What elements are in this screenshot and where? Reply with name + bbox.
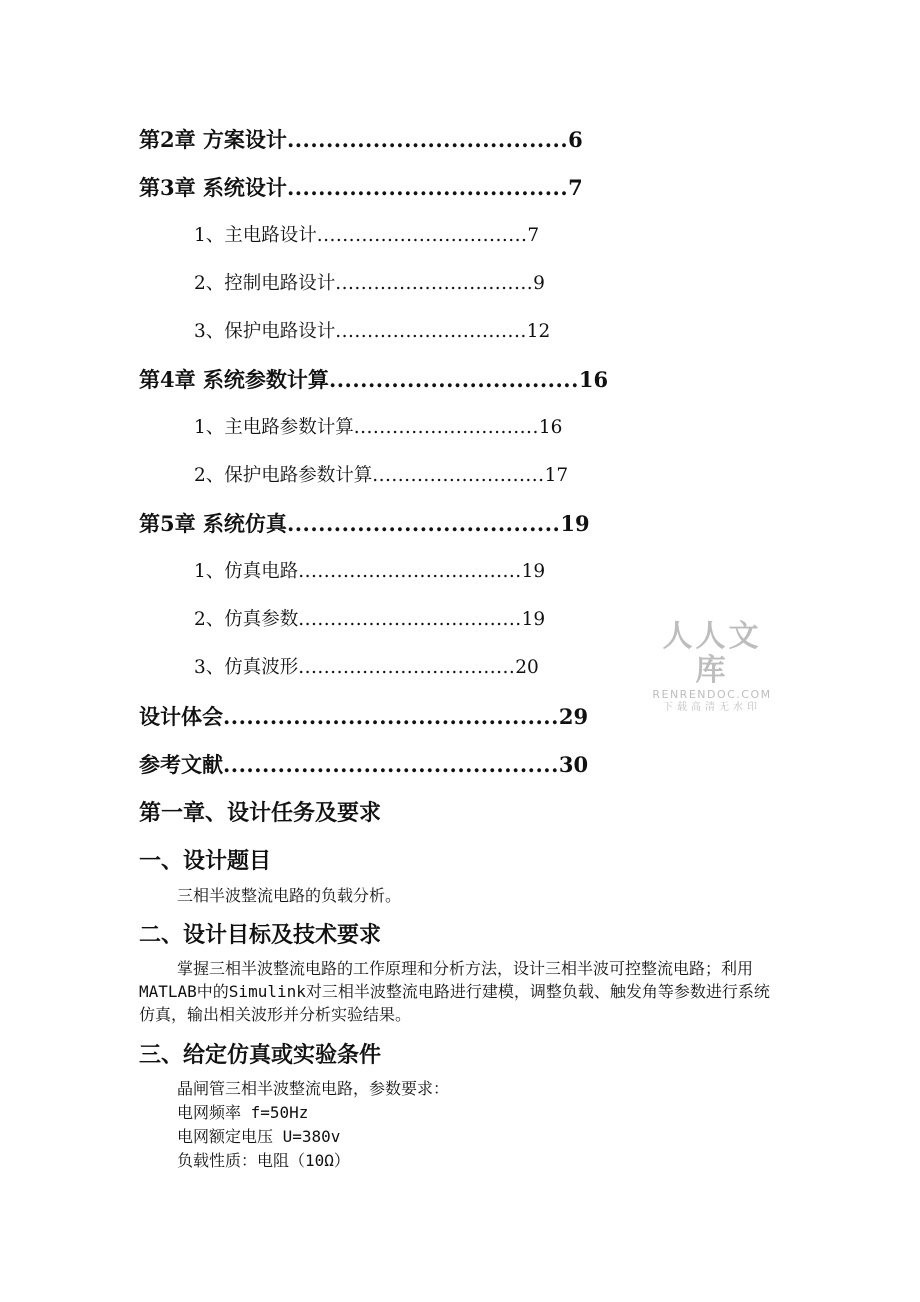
toc-title: 设计体会 xyxy=(139,704,223,729)
toc-title: 3、仿真波形 xyxy=(194,657,299,678)
toc-title: 第3章 系统设计 xyxy=(139,175,287,200)
condition-line: 负载性质：电阻（10Ω） xyxy=(177,1151,350,1170)
toc-leader: ................................. xyxy=(316,225,528,246)
toc-page: 12 xyxy=(526,321,551,342)
condition-line: 电网频率 f=50Hz xyxy=(177,1103,309,1122)
toc-leader: ........................... xyxy=(372,465,545,486)
watermark-url: RENRENDOC.COM xyxy=(652,688,772,701)
toc-title: 2、控制电路设计 xyxy=(194,273,336,294)
toc-leader: .................................... xyxy=(286,175,569,200)
section-text-topic: 三相半波整流电路的负载分析。 xyxy=(177,886,402,905)
watermark-title: 人人文库 xyxy=(662,619,762,688)
toc-title: 第4章 系统参数计算 xyxy=(139,367,329,392)
toc-entry[interactable] xyxy=(139,701,588,731)
section-title-goals: 二、设计目标及技术要求 xyxy=(139,922,382,948)
toc-title: 1、主电路参数计算 xyxy=(194,417,354,438)
toc-page: 16 xyxy=(538,417,563,438)
watermark xyxy=(648,620,776,714)
toc-title: 2、仿真参数 xyxy=(194,609,299,630)
section-text-goals: 掌握三相半波整流电路的工作原理和分析方法，设计三相半波可控整流电路；利用MATLAB中的Simulink对三相半波整流电路进行建模，调整负载、触发角等参数进行系统仿真，输出相关波形并分析实验结果。 xyxy=(139,959,770,1024)
toc-page: 9 xyxy=(533,273,545,294)
toc-leader: ................................ xyxy=(328,367,579,392)
toc-title: 第2章 方案设计 xyxy=(139,127,287,152)
toc-page: 19 xyxy=(521,561,546,582)
condition-line: 电网额定电压 U=380v xyxy=(177,1127,341,1146)
toc-page: 19 xyxy=(521,609,546,630)
toc-leader: ............................. xyxy=(353,417,539,438)
toc-entry[interactable] xyxy=(194,221,539,247)
toc-leader: ............................... xyxy=(335,273,534,294)
section-title-topic: 一、设计题目 xyxy=(139,848,272,874)
toc-page: 17 xyxy=(544,465,569,486)
toc-leader: .................................... xyxy=(286,127,569,152)
condition-line: 晶闸管三相半波整流电路，参数要求： xyxy=(177,1079,450,1098)
toc-page: 19 xyxy=(560,511,590,536)
toc-entry[interactable] xyxy=(194,605,545,631)
toc-leader: ........................................... xyxy=(223,752,559,777)
toc-entry[interactable] xyxy=(194,461,568,487)
section-title-conditions: 三、给定仿真或实验条件 xyxy=(139,1042,382,1068)
toc-leader: .................................. xyxy=(298,657,516,678)
toc-entry[interactable] xyxy=(194,317,550,343)
toc-entry[interactable] xyxy=(194,269,545,295)
toc-leader: ................................... xyxy=(286,511,561,536)
toc-leader: ........................................... xyxy=(223,704,559,729)
toc-page: 7 xyxy=(568,175,583,200)
toc-leader: ................................... xyxy=(298,561,522,582)
toc-title: 参考文献 xyxy=(139,752,223,777)
toc-entry[interactable] xyxy=(194,413,562,439)
toc-page: 29 xyxy=(558,704,589,729)
toc-entry[interactable] xyxy=(139,124,583,154)
toc-title: 3、保护电路设计 xyxy=(194,321,336,342)
toc-leader: .............................. xyxy=(335,321,527,342)
toc-page: 16 xyxy=(578,367,609,392)
toc-page: 20 xyxy=(515,657,539,678)
toc-leader: ................................... xyxy=(298,609,522,630)
watermark-subtitle: 下载高清无水印 xyxy=(663,702,761,713)
toc-entry[interactable] xyxy=(194,557,545,583)
toc-page: 6 xyxy=(568,127,583,152)
toc-title: 1、仿真电路 xyxy=(194,561,299,582)
toc-page: 7 xyxy=(527,225,540,246)
toc-entry[interactable] xyxy=(139,364,608,394)
chapter-title: 第一章、设计任务及要求 xyxy=(139,800,382,826)
toc-title: 2、保护电路参数计算 xyxy=(194,465,373,486)
toc-title: 1、主电路设计 xyxy=(194,225,317,246)
toc-entry[interactable] xyxy=(139,749,588,779)
toc-entry[interactable] xyxy=(194,653,539,679)
toc-title: 第5章 系统仿真 xyxy=(139,511,287,536)
toc-entry[interactable] xyxy=(139,508,590,538)
toc-entry[interactable] xyxy=(139,172,583,202)
toc-page: 30 xyxy=(558,752,589,777)
